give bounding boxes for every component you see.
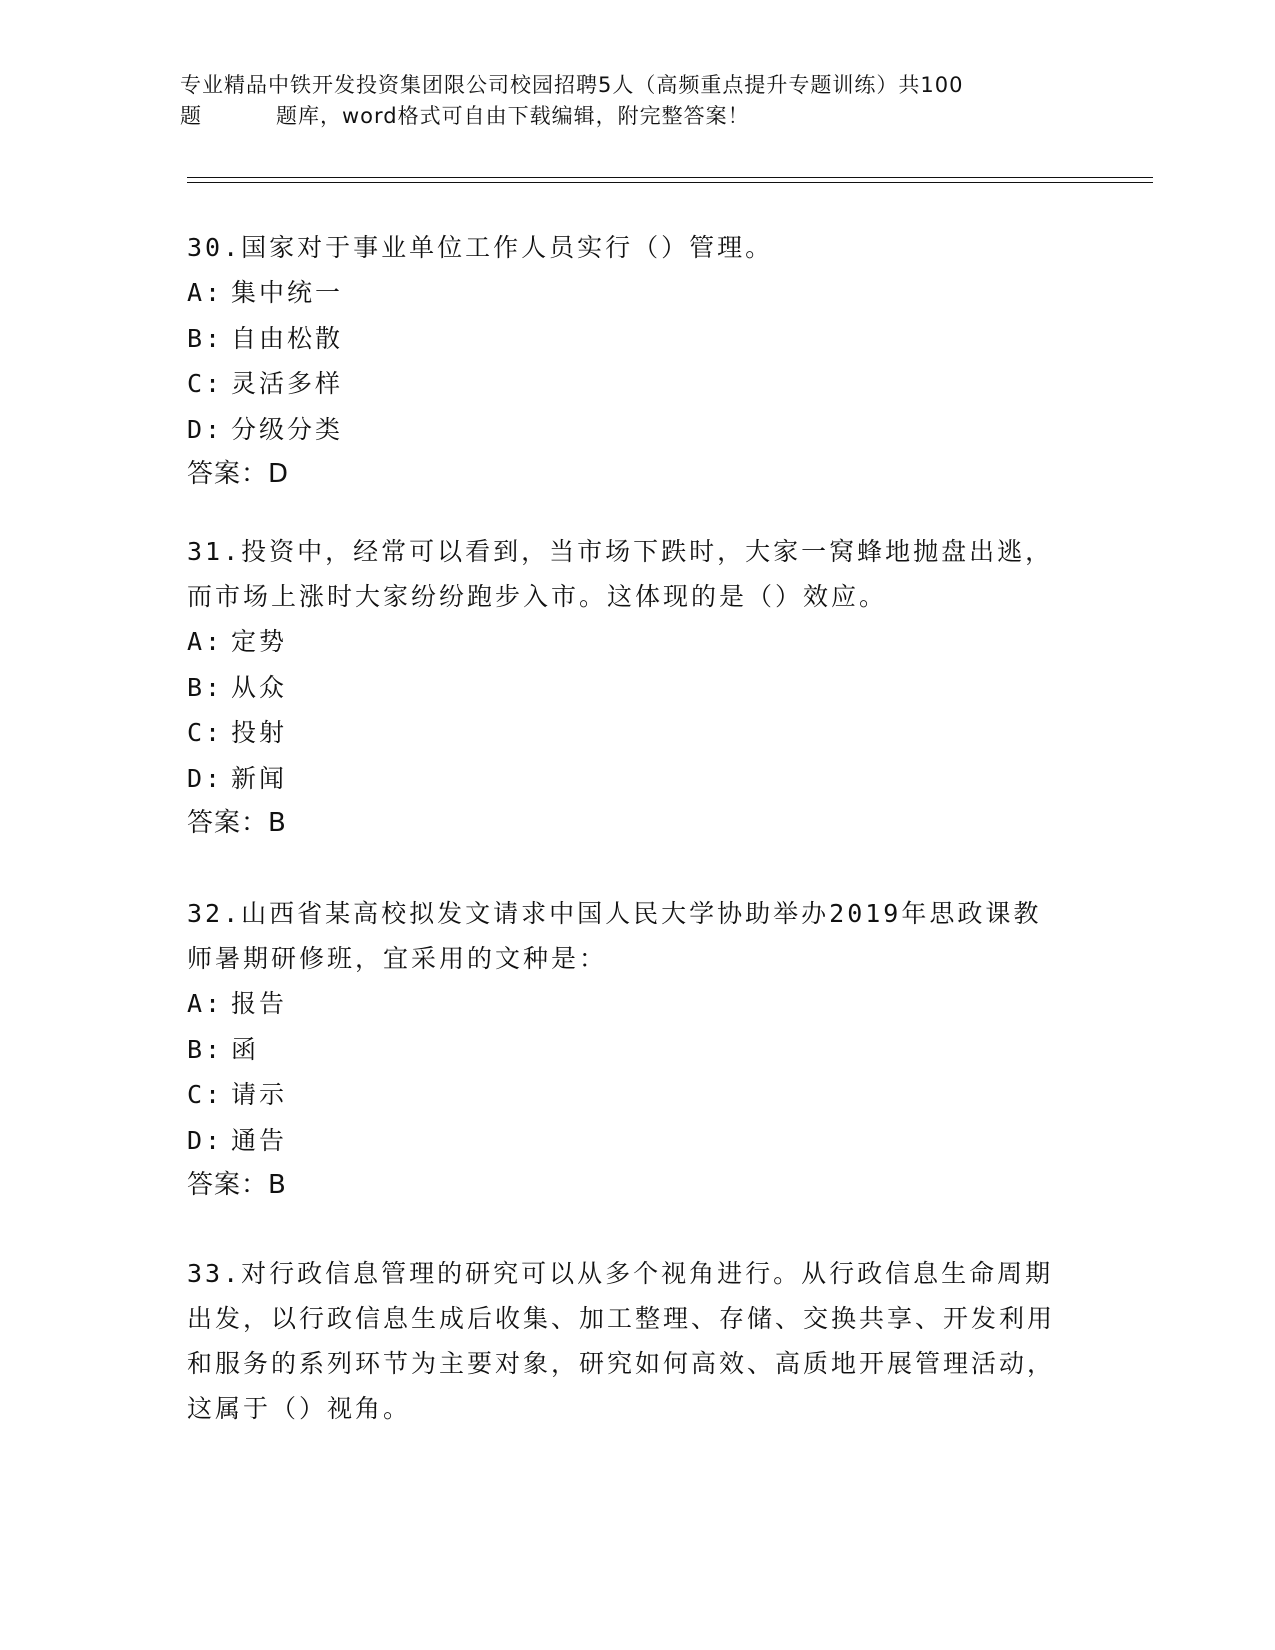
option-b bbox=[187, 1027, 1067, 1073]
header-title-line-2 bbox=[180, 101, 1100, 132]
header-line-2-rest: 题库，word格式可自由下载编辑，附完整答案！ bbox=[276, 104, 750, 128]
option-text: 自由松散 bbox=[231, 323, 344, 353]
header-divider-top bbox=[187, 177, 1153, 178]
answer-line: 答案：B bbox=[187, 808, 287, 838]
option-text: 分级分类 bbox=[231, 414, 344, 444]
option-a bbox=[187, 270, 1067, 316]
question-stem: 30.国家对于事业单位工作人员实行（）管理。 bbox=[187, 233, 774, 262]
option-letter: B: bbox=[187, 1034, 224, 1064]
option-text: 通告 bbox=[231, 1125, 288, 1155]
answer-line: 答案：B bbox=[187, 1170, 287, 1200]
option-text: 灵活多样 bbox=[231, 369, 344, 398]
option-letter: A: bbox=[187, 278, 224, 307]
option-letter: A: bbox=[187, 989, 224, 1018]
question-stem: 31.投资中，经常可以看到，当市场下跌时，大家一窝蜂地抛盘出逃，而市场上涨时大家纷纷跑步入市。这体现的是（）效应。 bbox=[187, 537, 1054, 611]
option-c bbox=[187, 710, 1067, 756]
option-d bbox=[187, 1118, 1067, 1164]
header-divider-bottom bbox=[187, 182, 1153, 183]
header-title-line-1: 专业精品中铁开发投资集团限公司校园招聘5人（高频重点提升专题训练）共100 bbox=[180, 73, 964, 97]
document-header bbox=[180, 70, 1100, 132]
option-letter: C: bbox=[187, 1080, 224, 1109]
question-31 bbox=[187, 529, 1067, 846]
option-text: 函 bbox=[231, 1034, 260, 1064]
answer-line: 答案：D bbox=[187, 459, 290, 489]
option-text: 新闻 bbox=[231, 763, 288, 793]
option-c bbox=[187, 361, 1067, 407]
question-32 bbox=[187, 891, 1067, 1208]
option-b bbox=[187, 316, 1067, 362]
option-letter: D: bbox=[187, 1125, 224, 1155]
option-text: 报告 bbox=[231, 989, 288, 1018]
option-text: 从众 bbox=[231, 672, 288, 702]
option-a bbox=[187, 981, 1067, 1027]
option-text: 集中统一 bbox=[231, 278, 344, 307]
option-d bbox=[187, 407, 1067, 453]
option-b bbox=[187, 665, 1067, 711]
option-letter: D: bbox=[187, 763, 224, 793]
option-letter: D: bbox=[187, 414, 224, 444]
option-text: 定势 bbox=[231, 627, 288, 656]
option-d bbox=[187, 756, 1067, 802]
header-line-2-start: 题 bbox=[180, 104, 202, 128]
option-letter: A: bbox=[187, 627, 224, 656]
question-30 bbox=[187, 225, 1067, 497]
option-text: 投射 bbox=[231, 718, 288, 747]
option-c bbox=[187, 1072, 1067, 1118]
question-33 bbox=[187, 1251, 1067, 1431]
option-letter: C: bbox=[187, 369, 224, 398]
option-letter: C: bbox=[187, 718, 224, 747]
option-a bbox=[187, 619, 1067, 665]
option-letter: B: bbox=[187, 323, 224, 353]
option-letter: B: bbox=[187, 672, 224, 702]
question-stem: 33.对行政信息管理的研究可以从多个视角进行。从行政信息生命周期出发，以行政信息生成后收集、加工整理、存储、交换共享、开发利用和服务的系列环节为主要对象，研究如何高效、高质地开展管理活动，这属于（）视角。 bbox=[187, 1259, 1056, 1423]
question-stem: 32.山西省某高校拟发文请求中国人民大学协助举办2019年思政课教师暑期研修班，宜采用的文种是： bbox=[187, 899, 1042, 973]
option-text: 请示 bbox=[231, 1080, 288, 1109]
